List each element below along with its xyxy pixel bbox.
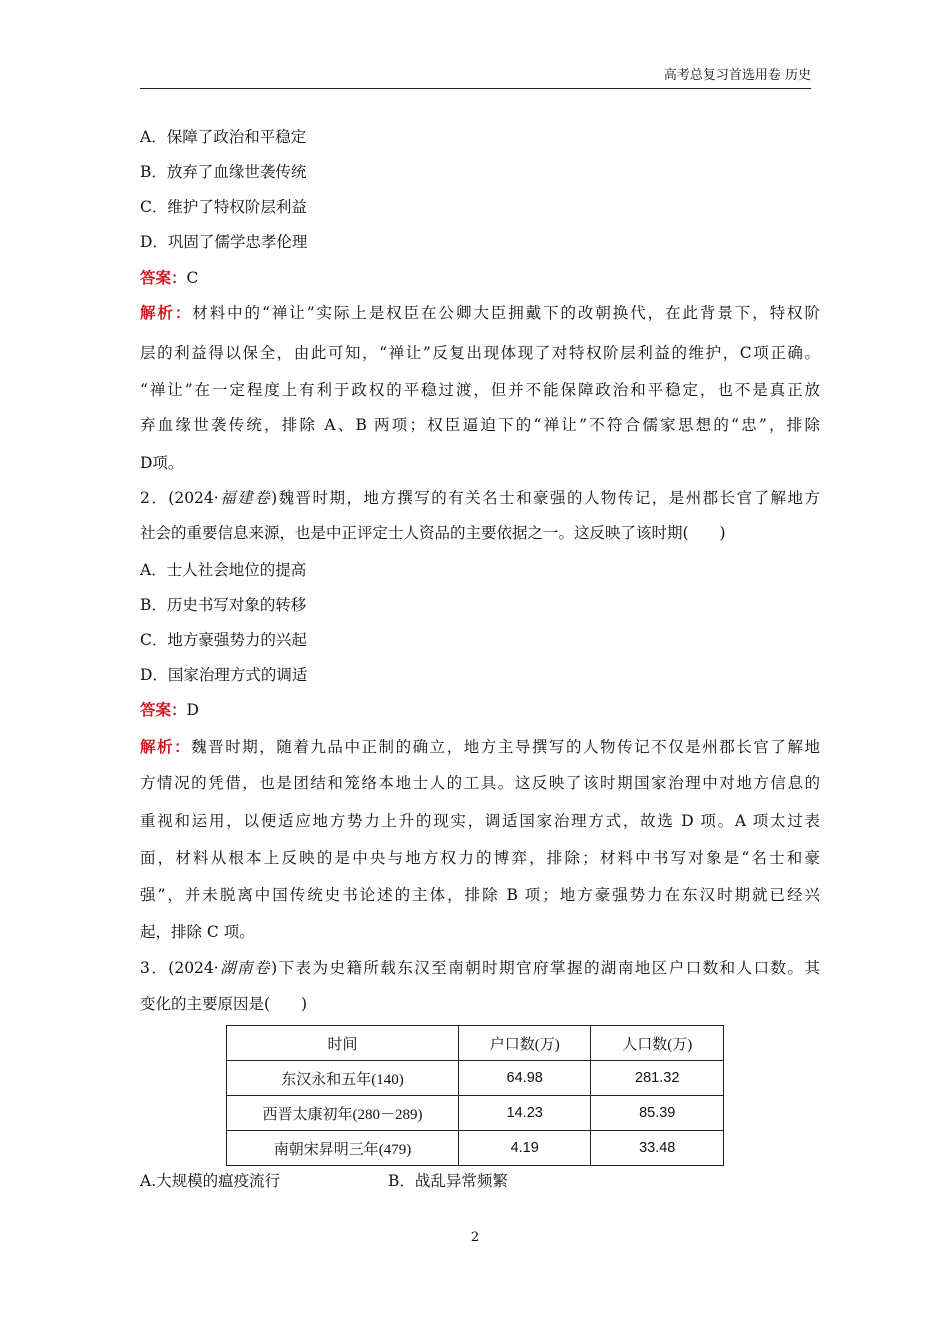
q1-option-a: A．保障了政治和平稳定: [140, 128, 307, 146]
page-header: [140, 66, 811, 89]
q3-option-a: A.大规模的瘟疫流行: [140, 1172, 281, 1190]
q2-analysis-line: 面，材料从根本上反映的是中央与地方权力的博弈，排除；材料中书写对象是“名士和豪: [140, 849, 820, 867]
answer-label: 答案：: [140, 268, 187, 287]
q1-option-d: D．巩固了儒学忠孝伦理: [140, 233, 308, 251]
analysis-text: 材料中的“禅让”实际上是权臣在公卿大臣拥戴下的改朝换代，在此背景下，特权阶: [192, 304, 820, 322]
q2-analysis-line: 重视和运用，以便适应地方势力上升的现实，调适国家治理方式，故选 D 项。A 项太过表: [140, 812, 820, 830]
q2-analysis-line: [140, 736, 820, 758]
table-cell: 4.19: [458, 1131, 591, 1166]
q3-stem-line: [140, 957, 820, 979]
q2-answer: [140, 699, 820, 721]
q2-option-a: A．士人社会地位的提高: [140, 561, 307, 579]
table-cell: 281.32: [591, 1061, 724, 1096]
q2-stem-line: 社会的重要信息来源，也是中正评定士人资品的主要依据之一。这反映了该时期( ): [140, 524, 726, 542]
answer-label: 答案：: [140, 700, 187, 719]
q1-option-b: B．放弃了血缘世袭传统: [140, 163, 307, 181]
table-cell: 东汉永和五年(140): [227, 1061, 459, 1096]
q2-option-c: C．地方豪强势力的兴起: [140, 631, 307, 649]
q2-analysis-line: 起，排除 C 项。: [140, 923, 255, 941]
q3-option-b: B．战乱异常频繁: [388, 1172, 508, 1190]
q2-number: 2．(2024·: [140, 489, 219, 507]
q1-option-c: C．维护了特权阶层利益: [140, 198, 307, 216]
q2-source: 福建卷: [218, 489, 272, 507]
q1-analysis-line: “禅让”在一定程度上有利于政权的平稳过渡，但并不能保障政治和平稳定，也不是真正放: [140, 381, 820, 399]
table-header-cell: 户口数(万): [458, 1026, 591, 1061]
table-cell: 南朝宋昇明三年(479): [227, 1131, 459, 1166]
q2-option-b: B．历史书写对象的转移: [140, 596, 307, 614]
q2-stem-text: )魏晋时期，地方撰写的有关名士和豪强的人物传记，是州郡长官了解地方: [271, 489, 820, 507]
q3-stem-text: )下表为史籍所载东汉至南朝时期官府掌握的湖南地区户口数和人口数。其: [271, 959, 820, 977]
table-header-row: [227, 1026, 724, 1061]
table-cell: 64.98: [458, 1061, 591, 1096]
table-row: [227, 1061, 724, 1096]
q2-option-d: D．国家治理方式的调适: [140, 666, 308, 684]
q3-stem-line: 变化的主要原因是( ): [140, 995, 308, 1013]
q2-analysis-line: 方情况的凭借，也是团结和笼络本地士人的工具。这反映了该时期国家治理中对地方信息的: [140, 774, 820, 792]
table-cell: 西晋太康初年(280－289): [227, 1096, 459, 1131]
analysis-label: 解析：: [140, 737, 192, 756]
q1-analysis-line: 层的利益得以保全，由此可知，“禅让”反复出现体现了对特权阶层利益的维护，C项正确。: [140, 344, 820, 362]
page-number: 2: [470, 1230, 480, 1245]
header-title: 高考总复习首选用卷 历史: [663, 68, 811, 83]
q1-answer: [140, 267, 820, 289]
q3-number: 3．(2024·: [140, 959, 219, 977]
table-cell: 14.23: [458, 1096, 591, 1131]
q2-analysis-line: 强”，并未脱离中国传统史书论述的主体，排除 B 项；地方豪强势力在东汉时期就已经兴: [140, 886, 820, 904]
q2-stem-line: [140, 487, 820, 509]
table-cell: 33.48: [591, 1131, 724, 1166]
q1-analysis-line: [140, 302, 820, 324]
table-header-cell: 人口数(万): [591, 1026, 724, 1061]
q3-source: 湖南卷: [218, 959, 272, 977]
population-table: [226, 1025, 724, 1166]
table-row: [227, 1096, 724, 1131]
q1-analysis-line: 弃血缘世袭传统，排除 A、B 两项；权臣逼迫下的“禅让”不符合儒家思想的“忠”，排除: [140, 416, 820, 434]
answer-value: C: [186, 269, 199, 287]
analysis-label: 解析：: [140, 303, 193, 322]
analysis-text: 魏晋时期，随着九品中正制的确立，地方主导撰写的人物传记不仅是州郡长官了解地: [191, 738, 820, 756]
table-row: [227, 1131, 724, 1166]
q1-analysis-line: D项。: [140, 454, 184, 472]
table-cell: 85.39: [591, 1096, 724, 1131]
table-header-cell: 时间: [227, 1026, 459, 1061]
answer-value: D: [186, 701, 199, 719]
